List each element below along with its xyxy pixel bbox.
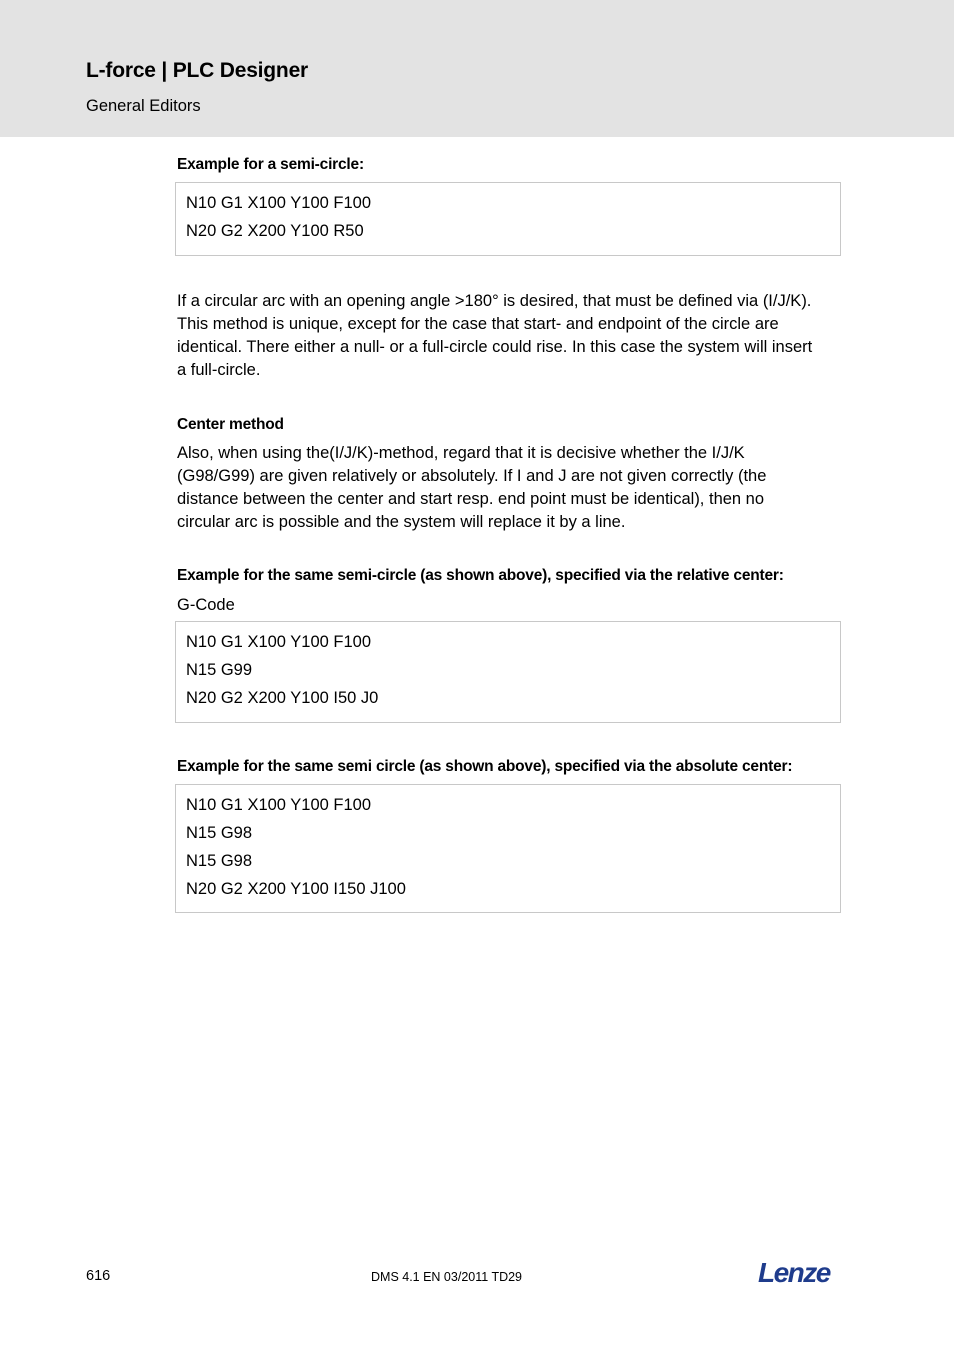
text-line: circular arc is possible and the system will replace it by a line. — [177, 513, 626, 531]
code-line: N10 G1 X100 Y100 F100 — [186, 194, 371, 212]
heading-center-method: Center method — [177, 416, 284, 433]
text-line: Also, when using the(I/J/K)-method, regard that it is decisive whether the I/J/K — [177, 444, 745, 462]
text-line: identical. There either a null- or a full-circle could rise. In this case the system will insert — [177, 338, 813, 356]
code-line: N20 G2 X200 Y100 I150 J100 — [186, 880, 406, 898]
code-line: N15 G98 — [186, 824, 253, 842]
code-line: N10 G1 X100 Y100 F100 — [186, 796, 371, 814]
text-line: a full-circle. — [177, 361, 261, 379]
code-block-relative-center — [175, 621, 841, 723]
heading-absolute-center: Example for the same semi circle (as shown above), specified via the absolute center: — [177, 758, 793, 775]
heading-relative-center: Example for the same semi-circle (as shown above), specified via the relative center: — [177, 567, 784, 584]
code-line: N15 G98 — [186, 852, 253, 870]
lenze-logo-text: Lenze — [758, 1257, 830, 1288]
code-block-semicircle — [175, 182, 841, 256]
code-line: N20 G2 X200 Y100 I50 J0 — [186, 689, 379, 707]
code-line: N20 G2 X200 Y100 R50 — [186, 222, 364, 240]
document-id: DMS 4.1 EN 03/2011 TD29 — [371, 1270, 523, 1284]
paragraph-arc — [177, 290, 845, 382]
code-line: N10 G1 X100 Y100 F100 — [186, 633, 371, 651]
label-gcode: G-Code — [177, 596, 235, 614]
text-line: This method is unique, except for the case that start- and endpoint of the circle are — [177, 315, 779, 333]
code-block-absolute-center — [175, 784, 841, 913]
text-line: distance between the center and start resp. end point must be identical), then no — [177, 490, 765, 508]
document-subtitle: General Editors — [86, 97, 201, 115]
document-title: L-force | PLC Designer — [86, 59, 309, 82]
text-line: If a circular arc with an opening angle >180° is desired, that must be defined via (I/J/K). — [177, 292, 812, 310]
lenze-logo — [756, 1256, 838, 1288]
paragraph-center-method — [177, 442, 845, 534]
page-header — [0, 0, 954, 137]
text-line: (G98/G99) are given relatively or absolutely. If I and J are not given correctly (the — [177, 467, 767, 485]
heading-example-semicircle: Example for a semi-circle: — [177, 156, 364, 173]
page-number: 616 — [86, 1268, 111, 1284]
code-line: N15 G99 — [186, 661, 253, 679]
